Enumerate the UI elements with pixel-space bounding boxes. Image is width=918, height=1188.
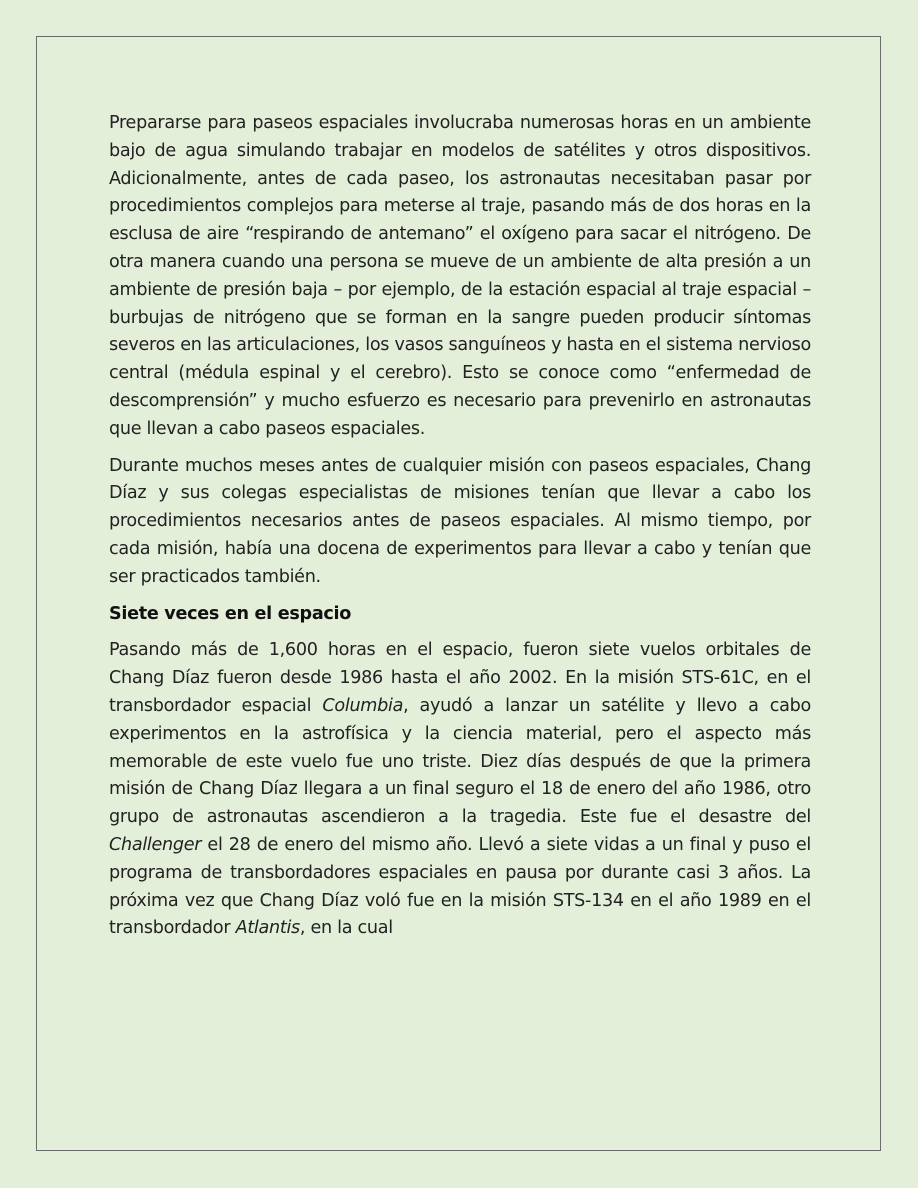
document-body [109,110,811,943]
paragraph-text: Pasando más de 1,600 horas en el espacio, fueron siete vuelos orbitales de Chang Díaz fueron desde 1986 hasta el año 2002. En la misión STS-61C, en el transbordador espacial [109,640,811,716]
paragraph-mission-procedures: Durante muchos meses antes de cualquier misión con paseos espaciales, Chang Díaz y sus colegas especialistas de misiones tenían que llevar a cabo los procedimientos necesarios antes de paseos espaciales. Al mismo tiempo, por cada misión, había una docena de experimentos para llevar a cabo y tenían que ser practicados también. [109,455,811,587]
paragraph-text: , en la cual [299,918,393,939]
paragraph-spacewalk-preparation: Prepararse para paseos espaciales involucraba numerosas horas en un ambiente bajo de agua simulando trabajar en modelos de satélites y otros dispositivos. Adicionalmente, antes de cada paseo, los astronautas necesitaban pasar por procedimientos complejos para meterse al traje, pasando más de dos horas en la esclusa de aire “respirando de antemano” el oxígeno para sacar el nitrógeno. De otra manera cuando una persona se mueve de un ambiente de alta presión a un ambiente de presión baja – por ejemplo, de la estación espacial al traje espacial – burbujas de nitrógeno que se forman en la sangre pueden producir síntomas severos en las articulaciones, los vasos sanguíneos y hasta en el sistema nervioso central (médula espinal y el cerebro). Esto se conoce como “enfermedad de descomprensión” y mucho esfuerzo es necesario para prevenirlo en astronautas que llevan a cabo paseos espaciales. [109,113,811,439]
document-page [36,36,881,1151]
paragraph-seven-flights [109,637,811,943]
shuttle-name-columbia: Columbia [322,695,404,716]
paragraph-text: , ayudó a lanzar un satélite y llevo a cabo experimentos en la astrofísica y la ciencia material, pero el aspecto más memorable de este vuelo fue uno triste. Diez días después de que la primera misión de Chang Díaz llegara a un final seguro el 18 de enero del año 1986, otro grupo de astronautas ascendieron a la tragedia. Este fue el desastre del [109,695,811,828]
section-heading: Siete veces en el espacio [109,603,352,624]
shuttle-name-atlantis: Atlantis [235,918,300,939]
shuttle-name-challenger: Challenger [109,834,202,855]
paragraph-text: el 28 de enero del mismo año. Llevó a siete vidas a un final y puso el programa de transbordadores espaciales en pausa por durante casi 3 años. La próxima vez que Chang Díaz voló fue en la misión STS-134 en el año 1989 en el transbordador [109,834,811,939]
